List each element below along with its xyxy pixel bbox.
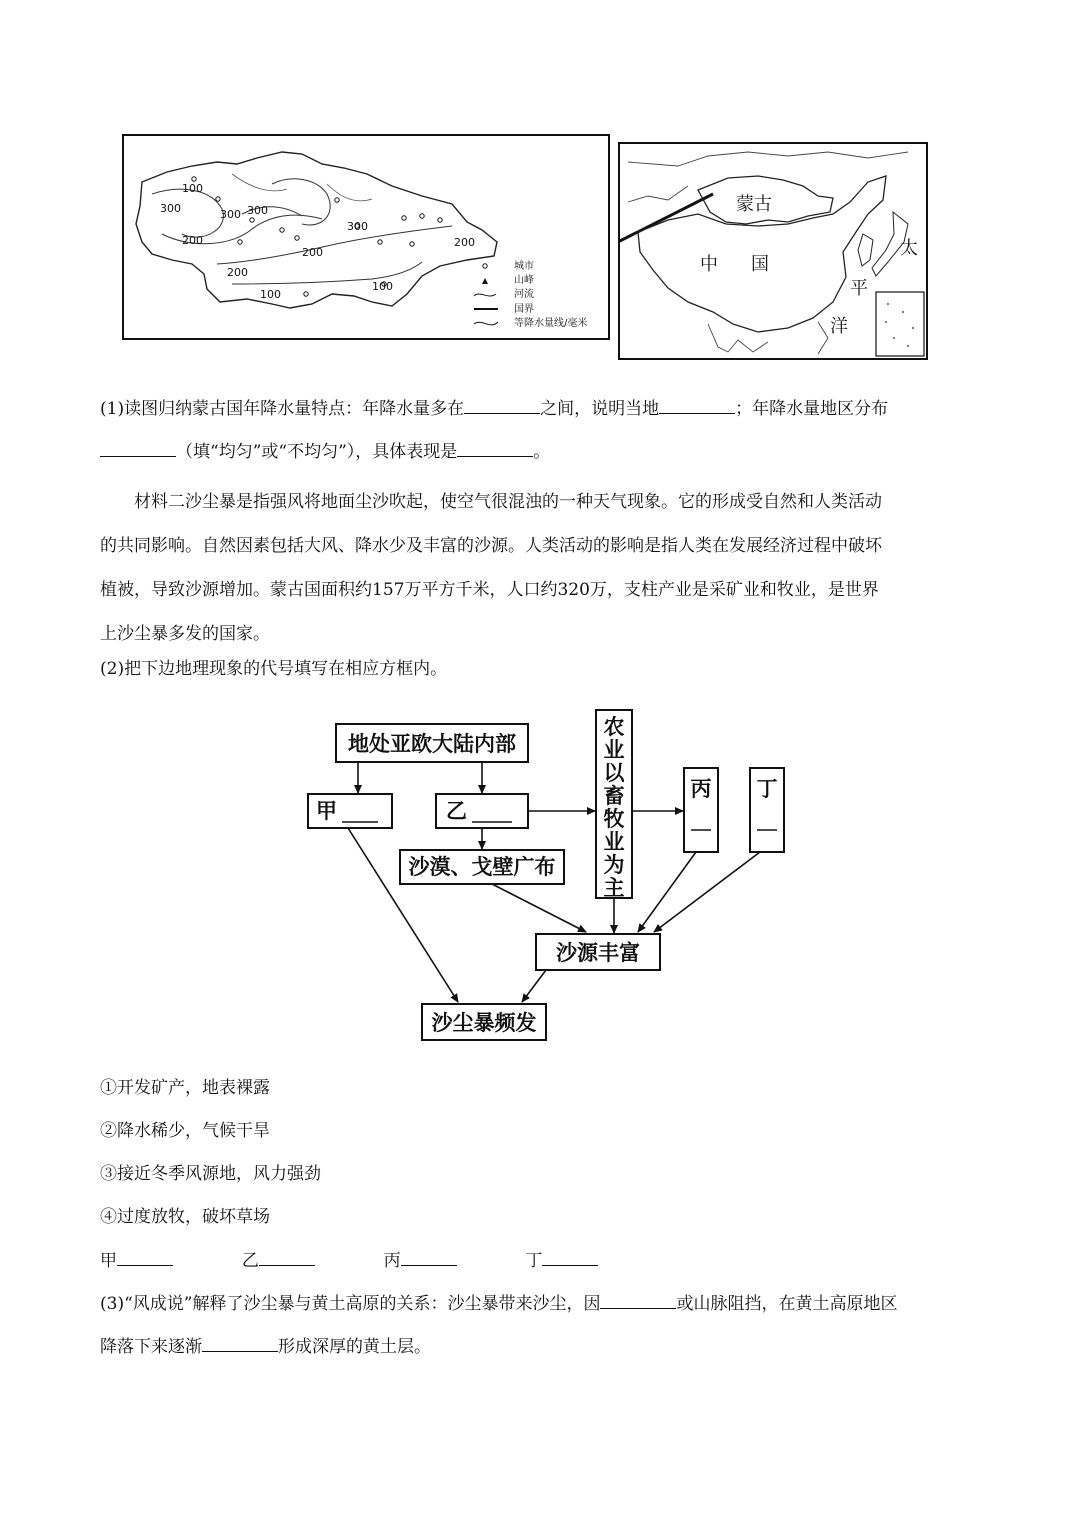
agri-char: 主 [603,876,625,900]
q3-text-c: 降落下来逐渐 [100,1337,202,1357]
material-line: 植被，导致沙源增加。蒙古国面积约157万平方千米，人口约320万，支柱产业是采矿业和牧业，是世界 [100,580,879,600]
legend-city: 城市 [514,261,534,272]
box-inland-location-label: 地处亚欧大陆内部 [348,732,516,756]
answer-blank[interactable] [457,438,533,457]
agri-char: 为 [603,853,625,877]
box-yi-label: 乙 [446,799,467,823]
agri-char: 畜 [603,784,625,808]
agri-char: 业 [603,830,625,854]
answer-ding-label: 丁 [525,1251,543,1271]
box-sandstorm-frequent-label: 沙尘暴频发 [431,1011,537,1035]
answer-yi-label: 乙 [241,1251,259,1271]
answer-bing-label: 丙 [383,1251,401,1271]
answer-blank[interactable] [100,438,176,457]
box-bing-label: 丙 [690,777,712,801]
isoline-label: 200 [182,234,203,247]
answer-blank[interactable] [659,395,735,414]
legend-border: 国界 [514,304,534,315]
legend-isoline: 等降水量线/毫米 [514,318,588,329]
label-mongolia: 蒙古 [736,194,772,215]
answer-ding-blank[interactable] [542,1247,598,1266]
isoline-label: 200 [454,236,475,249]
arrow [654,852,760,932]
answer-line [100,1240,980,1283]
question-2-prompt: (2)把下边地理现象的代号填写在相应方框内。 [100,659,448,679]
q1-text-a: (1)读图归纳蒙古国年降水量特点：年降水量多在 [100,399,465,419]
answer-jia-blank[interactable] [117,1247,173,1266]
arrow [638,852,696,932]
options-list [100,1067,980,1239]
answer-bing-blank[interactable] [401,1247,457,1266]
material-line: 上沙尘暴多发的国家。 [100,624,270,644]
legend-river: 河流 [514,289,534,300]
isoline-label: 100 [260,288,281,301]
material-line: 材料二沙尘暴是指强风将地面尘沙吹起，使空气很混浊的一种天气现象。它的形成受自然和人类活动 [134,492,882,512]
isoline-label: 200 [227,266,248,279]
option-3: ③接近冬季风源地，风力强劲 [100,1164,321,1184]
q3-text-d: 形成深厚的黄土层。 [278,1337,431,1357]
east-asia-locator-map [618,142,928,360]
question-1 [100,388,980,474]
isoline-label: 300 [160,202,181,215]
legend-peak: 山峰 [514,275,534,286]
label-china-2: 国 [751,254,769,275]
q1-text-d: （填“均匀”或“不均匀”），具体表现是 [176,442,458,462]
option-1: ①开发矿产，地表裸露 [100,1078,270,1098]
label-pacific-2: 平 [850,278,868,299]
arrow [522,970,546,1002]
q1-text-c: ；年降水量地区分布 [735,399,889,419]
q1-text-e: 。 [533,442,551,462]
answer-blank[interactable] [600,1290,676,1309]
isoline-label: 200 [302,246,323,259]
agri-char: 牧 [603,807,625,831]
isoline-label: 100 [182,182,203,195]
label-pacific-1: 太 [900,238,918,259]
isoline-label: 300 [247,204,268,217]
question-3 [100,1283,980,1369]
answer-blank[interactable] [464,395,540,414]
isoline-label: 300 [347,220,368,233]
answer-jia-label: 甲 [100,1251,117,1271]
option-4: ④过度放牧，破坏草场 [100,1207,270,1227]
q3-text-a: (3)“风成说”解释了沙尘暴与黄土高原的关系：沙尘暴带来沙尘，因 [100,1294,601,1314]
label-china-1: 中 [700,254,718,275]
agri-char: 农 [603,715,625,739]
q3-text-b: 或山脉阻挡，在黄土高原地区 [676,1294,898,1314]
material-2 [100,480,980,656]
label-pacific-3: 洋 [830,316,848,337]
option-2: ②降水稀少，气候干旱 [100,1121,270,1141]
material-line: 的共同影响。自然因素包括大风、降水少及丰富的沙源。人类活动的影响是指人类在发展经济过程中破坏 [100,536,882,556]
answer-blank[interactable] [202,1333,278,1352]
arrow [492,884,586,932]
box-ding-label: 丁 [756,777,778,801]
box-jia-label: 甲 [316,799,337,823]
q1-text-b: 之间，说明当地 [540,399,660,419]
box-desert-label: 沙漠、戈壁广布 [408,855,556,879]
agri-char: 业 [603,738,625,762]
agri-char: 以 [603,761,625,785]
mongolia-precipitation-map [122,134,610,340]
sandstorm-flowchart [300,706,800,1046]
answer-yi-blank[interactable] [259,1247,315,1266]
isoline-label: 300 [220,208,241,221]
isoline-label: 100 [372,280,393,293]
box-sand-source-label: 沙源丰富 [556,941,640,965]
